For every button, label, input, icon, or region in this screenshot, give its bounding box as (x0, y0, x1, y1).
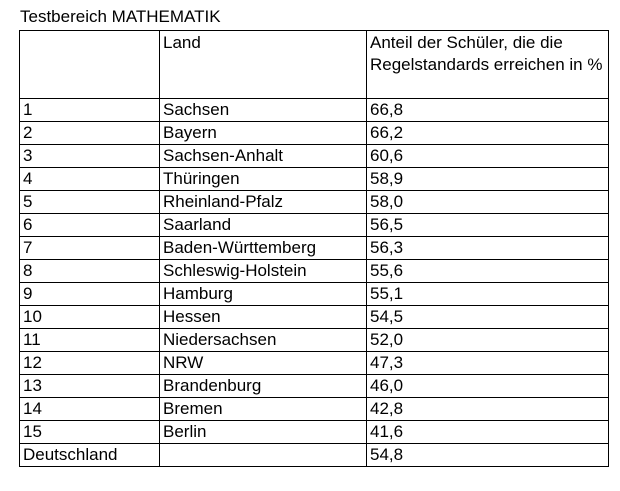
rank-cell: 6 (20, 214, 160, 237)
table-header-row (20, 31, 609, 99)
state-cell: Baden-Württemberg (160, 237, 367, 260)
value-cell: 47,3 (367, 352, 609, 375)
value-cell: 54,8 (367, 444, 609, 467)
state-cell: Hessen (160, 306, 367, 329)
rank-cell: 2 (20, 122, 160, 145)
rank-cell: 12 (20, 352, 160, 375)
results-table (19, 30, 609, 467)
rank-cell: 7 (20, 237, 160, 260)
value-cell: 58,0 (367, 191, 609, 214)
value-cell: 56,5 (367, 214, 609, 237)
state-cell (160, 444, 367, 467)
table-row (20, 122, 609, 145)
state-cell: Bremen (160, 398, 367, 421)
state-cell: Brandenburg (160, 375, 367, 398)
table-row (20, 352, 609, 375)
table-row (20, 421, 609, 444)
table-row (20, 444, 609, 467)
table-row (20, 191, 609, 214)
table-row (20, 398, 609, 421)
rank-cell: 15 (20, 421, 160, 444)
state-cell: Schleswig-Holstein (160, 260, 367, 283)
value-cell: 52,0 (367, 329, 609, 352)
table-row (20, 168, 609, 191)
rank-cell: 4 (20, 168, 160, 191)
header-share-cell: Anteil der Schüler, die die Regelstandards erreichen in % (367, 31, 609, 99)
table-row (20, 260, 609, 283)
state-cell: Berlin (160, 421, 367, 444)
state-cell: NRW (160, 352, 367, 375)
value-cell: 66,2 (367, 122, 609, 145)
rank-cell: Deutschland (20, 444, 160, 467)
value-cell: 42,8 (367, 398, 609, 421)
state-cell: Rheinland-Pfalz (160, 191, 367, 214)
table-row (20, 329, 609, 352)
rank-cell: 11 (20, 329, 160, 352)
document-title: Testbereich MATHEMATIK (20, 7, 221, 26)
table-row (20, 237, 609, 260)
rank-cell: 1 (20, 99, 160, 122)
value-cell: 54,5 (367, 306, 609, 329)
state-cell: Sachsen-Anhalt (160, 145, 367, 168)
rank-cell: 8 (20, 260, 160, 283)
state-cell: Hamburg (160, 283, 367, 306)
table-body (20, 31, 609, 467)
value-cell: 55,6 (367, 260, 609, 283)
value-cell: 56,3 (367, 237, 609, 260)
value-cell: 66,8 (367, 99, 609, 122)
table-row (20, 283, 609, 306)
rank-cell: 5 (20, 191, 160, 214)
rank-cell: 14 (20, 398, 160, 421)
table-row (20, 145, 609, 168)
rank-cell: 10 (20, 306, 160, 329)
header-rank-cell (20, 31, 160, 99)
value-cell: 60,6 (367, 145, 609, 168)
state-cell: Saarland (160, 214, 367, 237)
table-row (20, 306, 609, 329)
value-cell: 58,9 (367, 168, 609, 191)
value-cell: 41,6 (367, 421, 609, 444)
value-cell: 55,1 (367, 283, 609, 306)
state-cell: Niedersachsen (160, 329, 367, 352)
header-state-cell: Land (160, 31, 367, 99)
state-cell: Sachsen (160, 99, 367, 122)
rank-cell: 9 (20, 283, 160, 306)
state-cell: Thüringen (160, 168, 367, 191)
table-row (20, 214, 609, 237)
rank-cell: 3 (20, 145, 160, 168)
rank-cell: 13 (20, 375, 160, 398)
value-cell: 46,0 (367, 375, 609, 398)
table-row (20, 375, 609, 398)
state-cell: Bayern (160, 122, 367, 145)
table-row (20, 99, 609, 122)
